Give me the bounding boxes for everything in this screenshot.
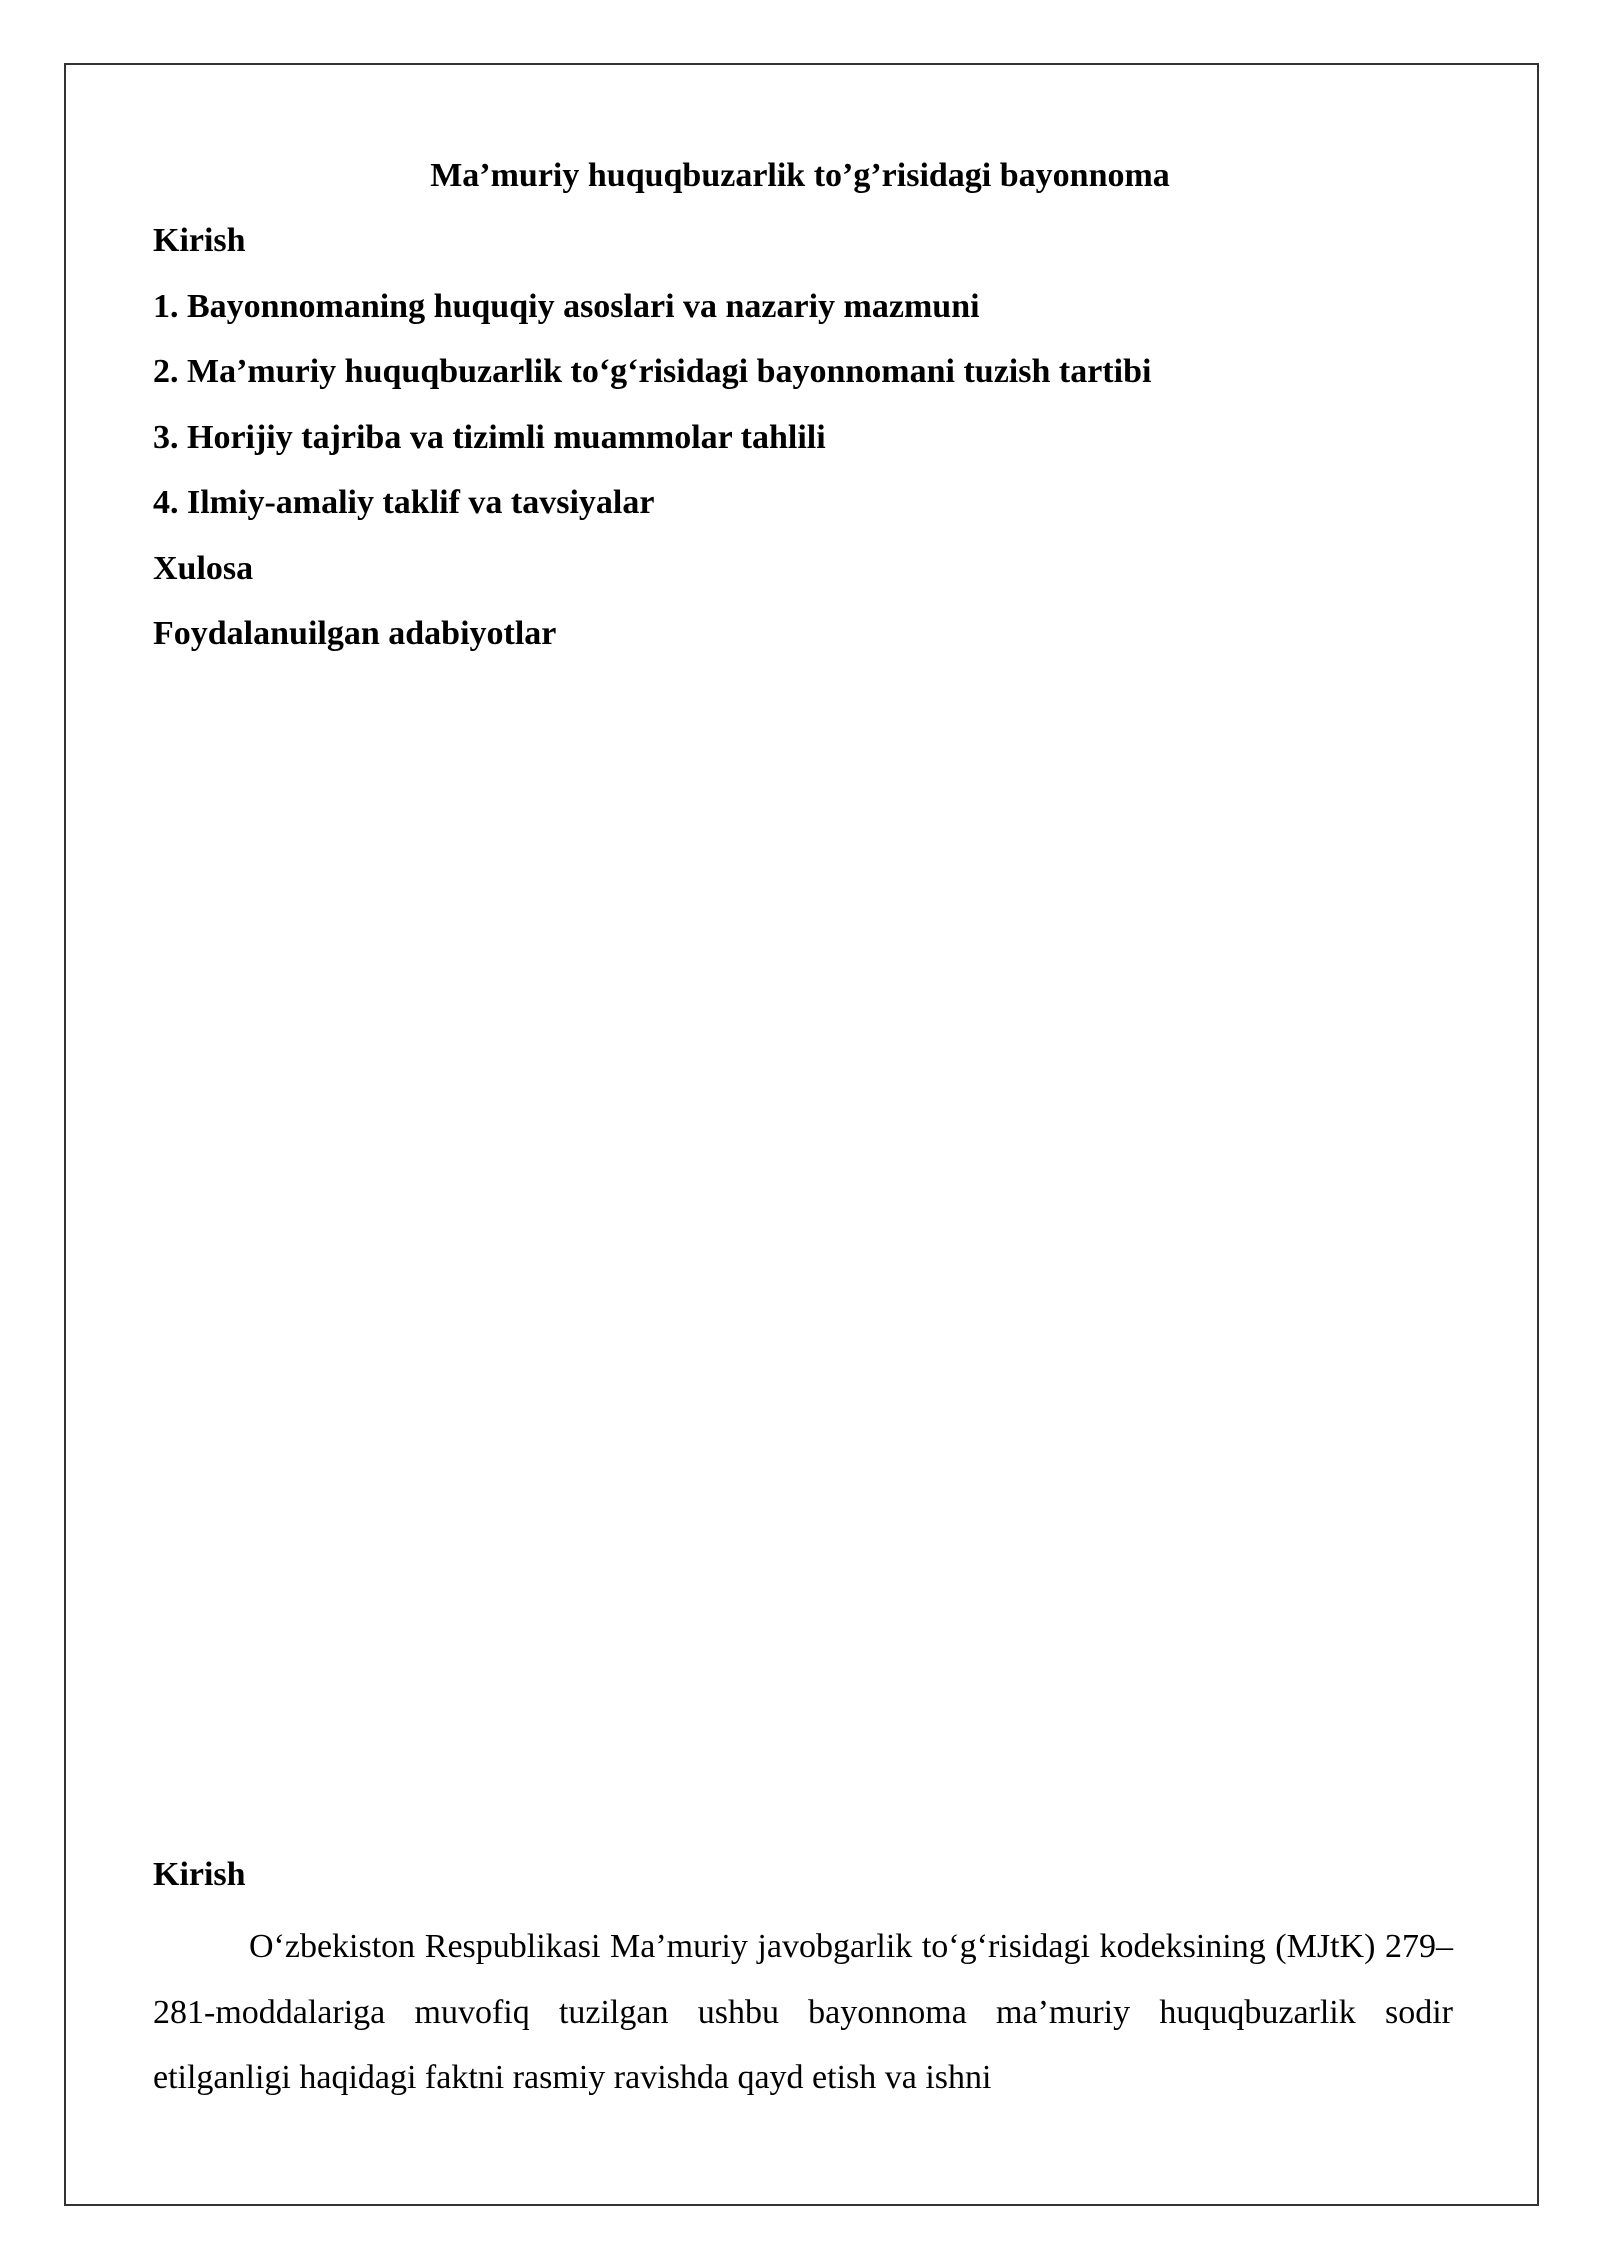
table-of-contents — [153, 215, 1151, 674]
section-heading-introduction: Kirish — [153, 1856, 246, 1893]
toc-item-references: Foydalanuilgan adabiyotlar — [153, 615, 557, 652]
document-title: Ma’muriy huquqbuzarlik to’g’risidagi bayonnoma — [430, 157, 1170, 194]
toc-item-section-4: 4. Ilmiy-amaliy taklif va tavsiyalar — [153, 484, 655, 521]
toc-item-section-1: 1. Bayonnomaning huquqiy asoslari va nazariy mazmuni — [153, 287, 980, 325]
toc-item-section-2: 2. Ma’muriy huquqbuzarlik to‘g‘risidagi bayonnomani tuzish tartibi — [153, 353, 1152, 390]
introduction-paragraph: O‘zbekiston Respublikasi Ma’muriy javobgarlik to‘g‘risidagi kodeksining (MJtK) 279–281-moddalariga muvofiq tuzilgan ushbu bayonnoma ma’muriy huquqbuzarlik sodir etilganligi haqidagi faktni rasmiy ravishda qayd etish va ishni — [153, 1928, 1453, 2096]
toc-item-section-3: 3. Horijiy tajriba va tizimli muammolar tahlili — [153, 418, 826, 456]
toc-item-conclusion: Xulosa — [153, 549, 254, 587]
toc-item-introduction: Kirish — [153, 222, 246, 259]
